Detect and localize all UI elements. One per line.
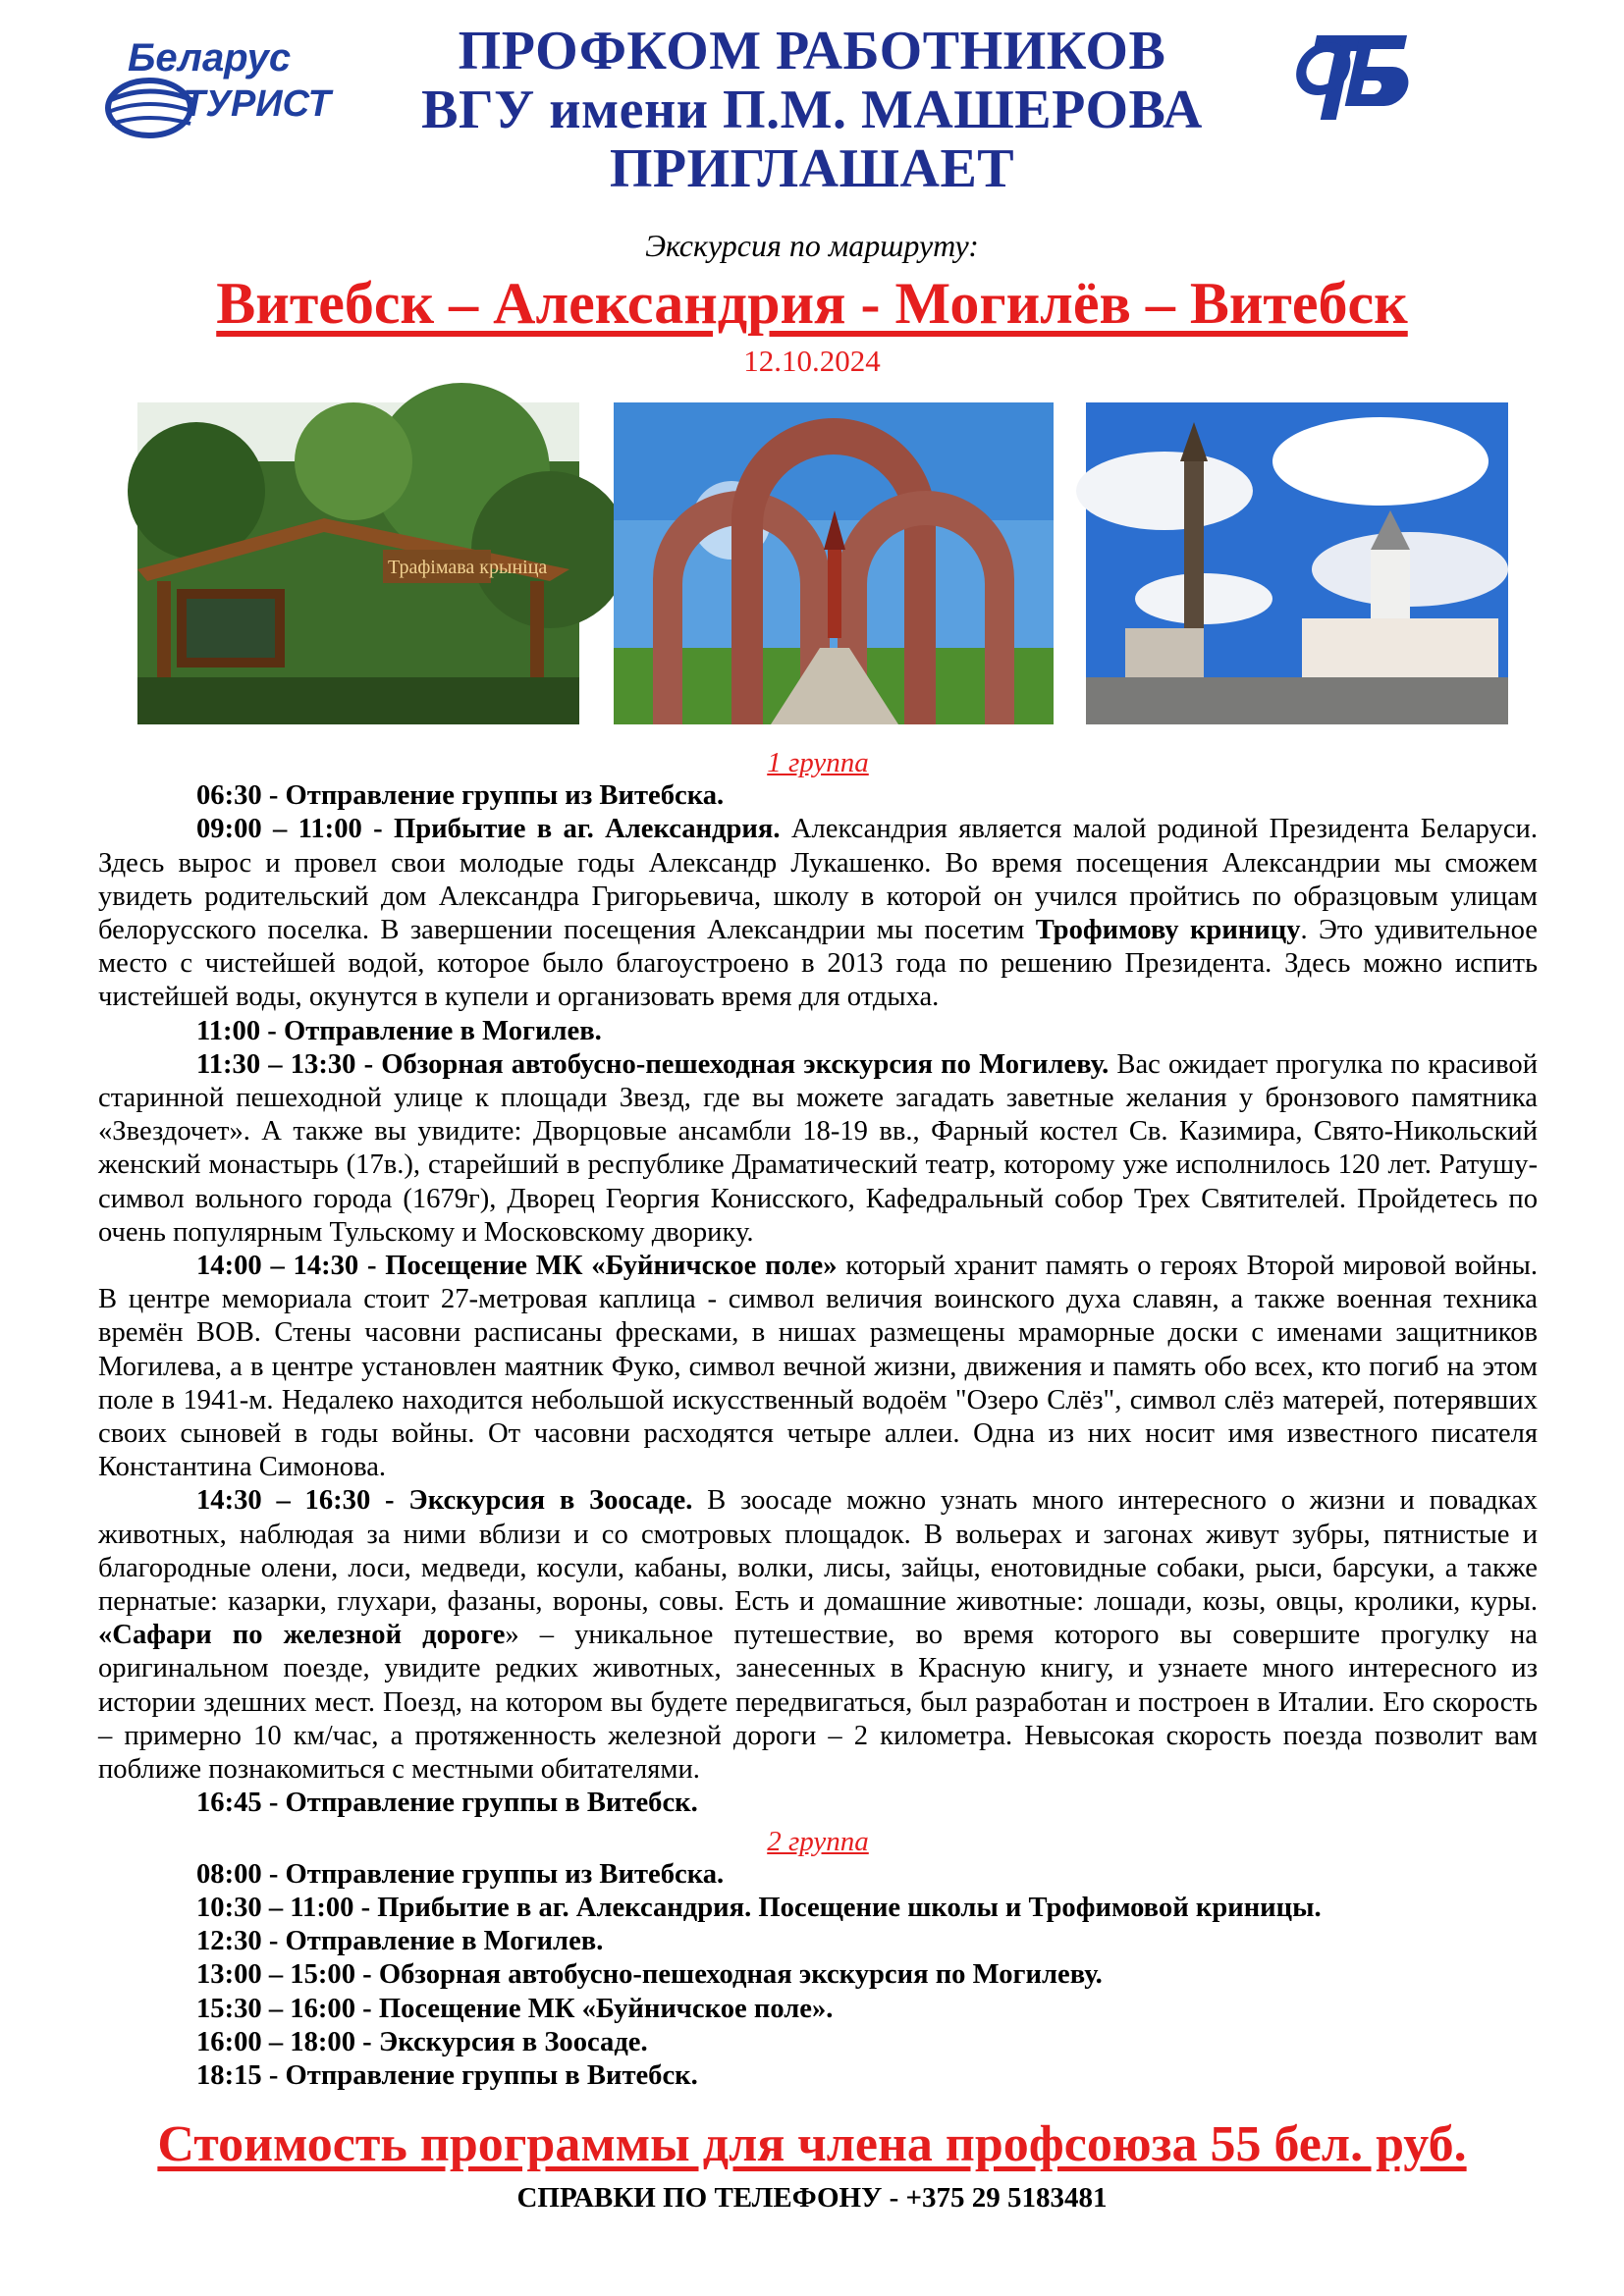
g1-item-4: 11:30 – 13:30 - Обзорная автобусно-пешеходная экскурсия по Могилеву. Вас ожидает прогулка по красивой старинной пешеходной улице к площади Звезд, где вы можете загадать заветные желания у бронзового памятника «Звездочет». А также вы увидите: Дворцовые ансамбли 18-19 вв., Фарный костел Св. Казимира, Свято-Никольский женский монастырь (17в.), старейший в республике Драматический театр, которому уже исполнилось 120 лет. Ратушу- символ вольного города (1679г), Дворец Георгия Конисского, Кафедральный собор Трех Святителей. Пройдетесь по очень популярным Тульскому и Московскому дворику. [98, 1048, 1538, 1248]
g2-item-7: 18:15 - Отправление группы в Витебск. [196, 2059, 698, 2091]
header [324, 22, 1300, 198]
route-title: Витебск – Александрия - Могилёв – Витебск [216, 271, 1408, 336]
header-line-1: ПРОФКОМ РАБОТНИКОВ [458, 21, 1166, 81]
header-line-3: ПРИГЛАШАЕТ [609, 138, 1015, 199]
photo-mogilev-square [1086, 402, 1508, 724]
trip-date: 12.10.2024 [743, 344, 881, 378]
fpb-logo [1294, 22, 1422, 130]
g1-item-3: 11:00 - Отправление в Могилев. [196, 1015, 602, 1046]
g1-item-6: 14:30 – 16:30 - Экскурсия в Зоосаде. В зоосаде можно узнать много интересного о жизни и повадках животных, наблюдая за ними вблизи и со смотровых площадок. В вольерах и загонах живут зубры, пятнистые и благородные олени, лоси, медведи, косули, кабаны, волки, лисы, зайцы, енотовидные собаки, рыси, барсуки, а также пернатые: казарки, глухари, фазаны, вороны, совы. Есть и домашние животные: лошади, козы, овцы, кролики, куры. «Сафари по железной дороге» – уникальное путешествие, во время которого вы совершите прогулку на оригинальном поезде, увидите редких животных, занесенных в Красную книгу, и узнаете много интересного из истории здешних мест. Поезд, на котором вы будете передвигаться, был разработан и построен в Италии. Его скорость – примерно 10 км/час, а протяженность железной дороги – 2 километра. Невысокая скорость поезда позволит вам поближе познакомиться с местными обитателями. [98, 1485, 1538, 1786]
g1-item-7: 16:45 - Отправление группы в Витебск. [196, 1788, 698, 1819]
program-content [98, 746, 1538, 2093]
photo-buynichi-arches [614, 402, 1054, 724]
g1-item-5: 14:00 – 14:30 - Посещение МК «Буйничское поле» который хранит память о героях Второй мировой войны. В центре мемориала стоит 27-метровая каплица - символ величия воинского духа славян, а также военная техника времён ВОВ. Стены часовни расписаны фресками, в нишах размещены мраморные доски с именами защитников Могилева, а в центре установлен маятник Фуко, символ вечной жизни, движения и память обо всех, кто погиб на этом поле в 1941-м. Недалеко находится небольшой искусственный водоём "Озеро Слёз", символ слёз матерей, потерявших своих сыновей в годы войны. От часовни расходятся четыре аллеи. Одна из них носит имя известного писателя Константина Симонова. [98, 1251, 1538, 1483]
g2-item-4: 13:00 – 15:00 - Обзорная автобусно-пешеходная экскурсия по Могилеву. [196, 1959, 1103, 1991]
phone-info: СПРАВКИ ПО ТЕЛЕФОНУ - +375 29 5183481 [516, 2182, 1108, 2214]
photo-trofimova-krinitsa [137, 402, 579, 724]
price-note: Стоимость программы для члена профсоюза 55 бел. руб. [157, 2116, 1467, 2172]
header-line-2: ВГУ имени П.М. МАШЕРОВА [421, 80, 1203, 140]
g2-item-3: 12:30 - Отправление в Могилев. [196, 1926, 604, 1957]
svg-text:Трафімава крыніца: Трафімава крыніца [388, 557, 548, 578]
g1-item-2: 09:00 – 11:00 - Прибытие в аг. Александрия. Александрия является малой родиной Президента Беларуси. Здесь вырос и провел свои молодые годы Александр Лукашенко. Во время посещения Александрии мы сможем увидеть родительский дом Александра Григорьевича, школу в которой он учился пройтись по образцовым улицам белорусского поселка. В завершении посещения Александрии мы посетим Трофимову криницу. Это удивительное место с чистейшей водой, которое было благоустроено в 2013 года по решению Президента. Здесь можно испить чистейшей воды, окунутся в купели и организовать время для отдыха. [98, 814, 1539, 1013]
g2-item-1: 08:00 - Отправление группы из Витебска. [196, 1858, 725, 1890]
g2-item-2: 10:30 – 11:00 - Прибытие в аг. Александрия. Посещение школы и Трофимовой криницы. [196, 1892, 1322, 1923]
group-2-title: 2 группа [767, 1825, 869, 1857]
subtitle: Экскурсия по маршруту: [645, 228, 979, 263]
g2-item-5: 15:30 – 16:00 - Посещение МК «Буйничское поле». [196, 1993, 834, 2024]
logo-text-belarus: Беларус [128, 36, 292, 80]
group-1-title: 1 группа [767, 747, 869, 778]
g2-item-6: 16:00 – 18:00 - Экскурсия в Зоосаде. [196, 2026, 648, 2057]
belarus-tourist-logo [98, 22, 331, 139]
g1-item-1: 06:30 - Отправление группы из Витебска. [196, 780, 725, 812]
logo-text-tourist: ТУРИСТ [183, 83, 331, 125]
